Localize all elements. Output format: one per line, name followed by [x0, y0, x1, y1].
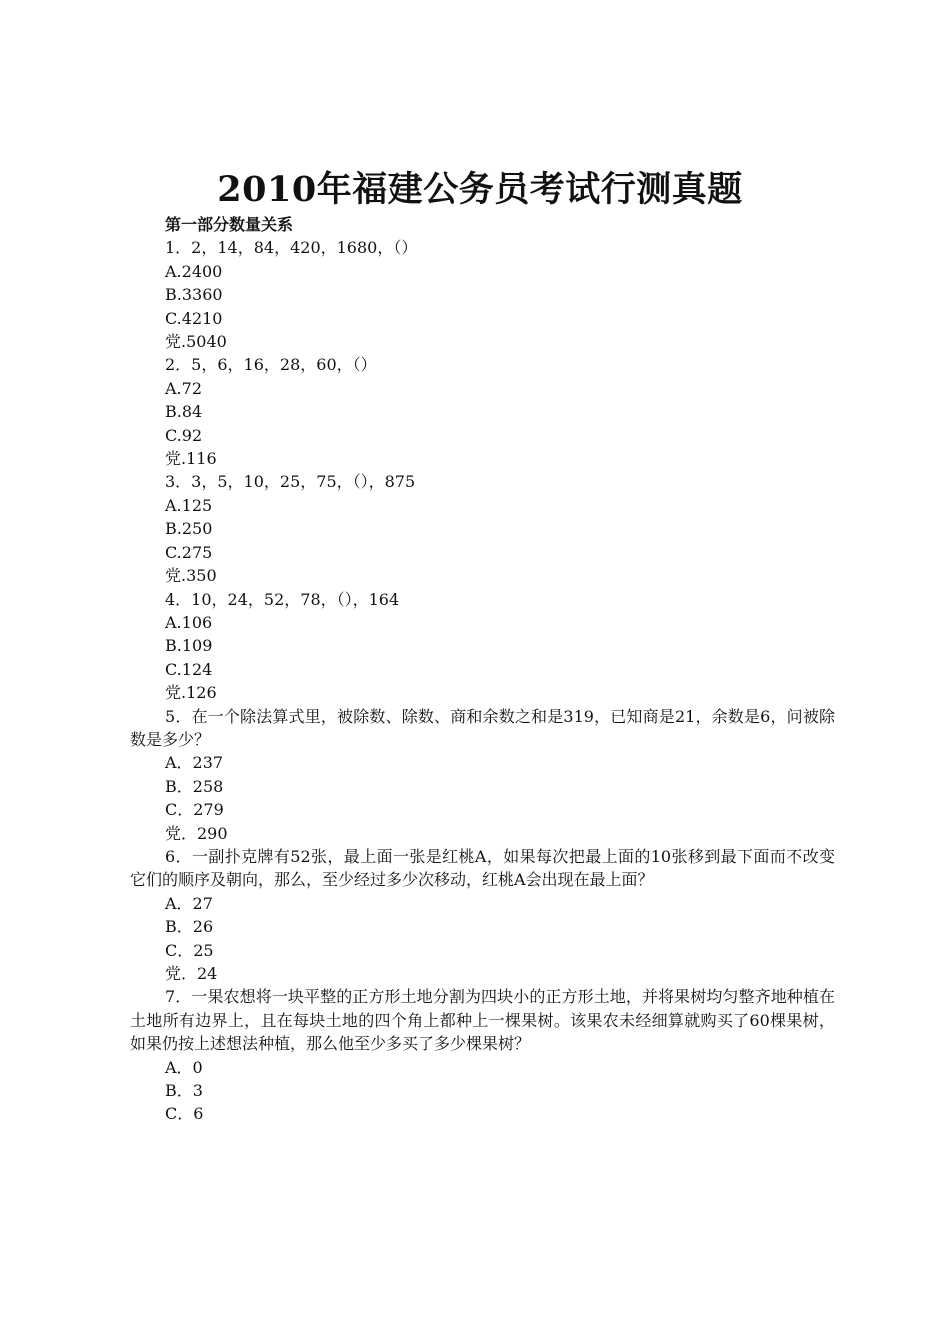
question-3	[130, 470, 835, 587]
option-c: C.92	[165, 425, 203, 445]
question-stem: 6．一副扑克牌有52张，最上面一张是红桃A，如果每次把最上面的10张移到最下面而不改变它们的顺序及朝向，那么，至少经过多少次移动，红桃A会出现在最上面？	[130, 846, 835, 890]
option-a: A.106	[165, 612, 213, 632]
section-heading: 第一部分数量关系	[165, 215, 294, 234]
option-a: A.125	[165, 495, 213, 515]
question-stem: 4．10，24，52，78，（），164	[165, 589, 400, 609]
option-a: A．0	[165, 1057, 203, 1077]
option-a: A.2400	[165, 261, 223, 281]
option-d: 党.116	[165, 449, 217, 469]
question-stem: 7．一果农想将一块平整的正方形土地分割为四块小的正方形土地，并将果树均匀整齐地种植在土地所有边界上，且在每块土地的四个角上都种上一棵果树。该果农未经细算就购买了60棵果树，如果仍按上述想法种植，那么他至少多买了多少棵果树？	[130, 987, 835, 1054]
option-d: 党.350	[165, 566, 217, 586]
question-stem: 5．在一个除法算式里，被除数、除数、商和余数之和是319，已知商是21，余数是6，问被除数是多少？	[130, 706, 835, 749]
option-c: C．25	[165, 940, 214, 960]
question-stem: 3．3，5，10，25，75，（），875	[165, 472, 416, 492]
option-d: 党.126	[165, 683, 217, 703]
option-b: B.250	[165, 519, 213, 539]
page-title: 2010年福建公务员考试行测真题	[217, 169, 743, 210]
option-a: A．27	[165, 893, 213, 913]
question-6	[130, 845, 835, 985]
option-d: 党．24	[165, 964, 218, 983]
question-2	[130, 353, 835, 470]
option-c: C.4210	[165, 308, 223, 328]
option-a: A．237	[165, 753, 224, 773]
question-5	[130, 705, 835, 845]
option-c: C．279	[165, 800, 224, 820]
question-1	[130, 236, 835, 353]
option-c: C.124	[165, 659, 213, 679]
option-b: B.3360	[165, 285, 223, 305]
option-d: 党.5040	[165, 332, 227, 352]
question-7	[130, 985, 835, 1125]
option-b: B.84	[165, 402, 203, 422]
question-stem: 1．2，14，84，420，1680，（）	[165, 238, 418, 258]
option-c: C.275	[165, 542, 213, 562]
option-c: C．6	[165, 1104, 204, 1124]
option-d: 党．290	[165, 823, 228, 843]
option-b: B．258	[165, 776, 224, 796]
option-b: B．3	[165, 1081, 203, 1101]
option-b: B.109	[165, 636, 213, 656]
question-stem: 2．5，6，16，28，60，（）	[165, 355, 377, 375]
option-b: B．26	[165, 917, 214, 937]
option-a: A.72	[165, 378, 202, 398]
question-4	[130, 588, 835, 705]
document-body	[130, 213, 835, 1126]
